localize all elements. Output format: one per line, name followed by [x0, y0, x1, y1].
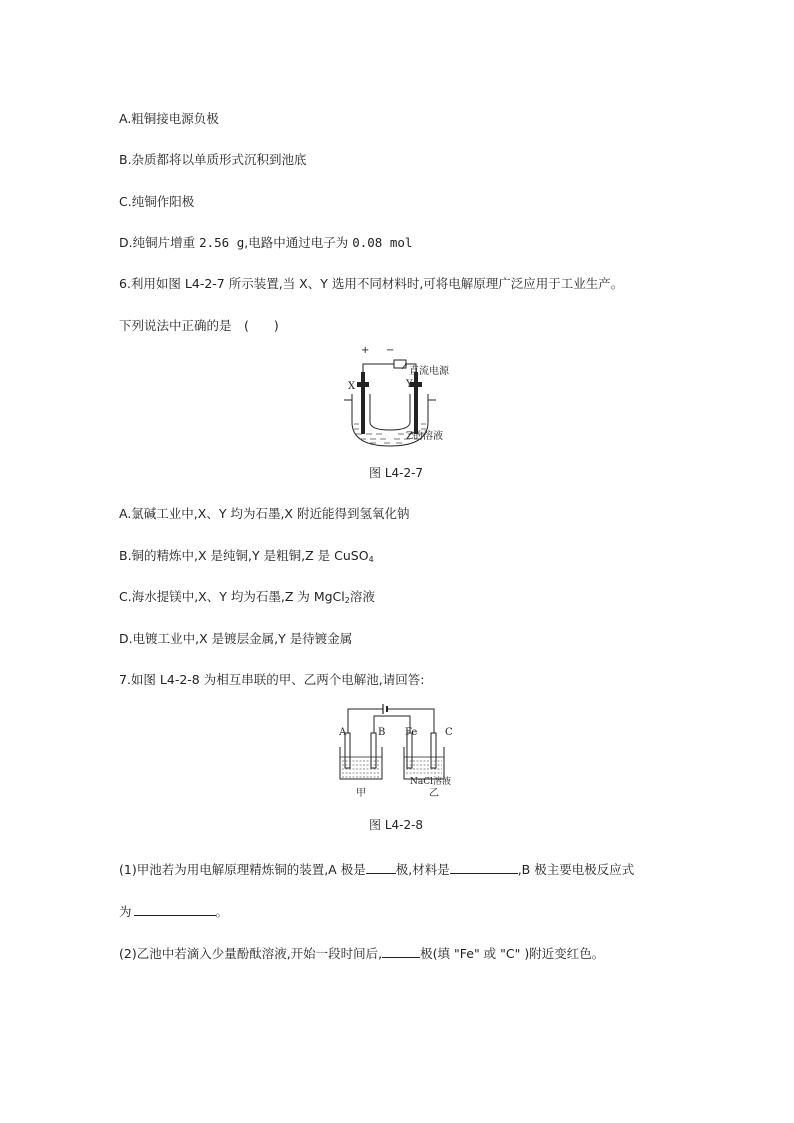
label-c: C	[445, 727, 453, 738]
electrode-y	[414, 372, 418, 434]
q7-part1-line1	[119, 860, 634, 878]
q7-blank-material	[450, 860, 518, 874]
q6-option-b	[119, 548, 374, 568]
label-b: B	[378, 727, 386, 738]
q6-option-a: A.氯碱工业中,X、Y 均为石墨,X 附近能得到氢氧化钠	[119, 506, 410, 521]
electrode-b	[371, 733, 376, 768]
minus-sign: −	[386, 345, 395, 356]
q6-option-c	[119, 589, 375, 609]
label-yi: 乙	[429, 788, 439, 799]
q7-part1-text-a: (1)甲池若为用电解原理精炼铜的装置,A 极是	[119, 862, 366, 877]
q6-option-c-text: C.海水提镁中,X、Y 均为石墨,Z 为 MgCl	[119, 589, 345, 604]
figure-caption-l4-2-7: 图 L4-2-7	[369, 466, 424, 480]
q6-option-b-text: B.铜的精炼中,X 是纯铜,Y 是粗铜,Z 是 CuSO	[119, 548, 369, 563]
q5-option-a: A.粗铜接电源负极	[119, 111, 219, 126]
label-fe: Fe	[405, 727, 418, 738]
q7-part1-text-e: 。	[215, 904, 229, 919]
power-label: 直流电源	[409, 366, 449, 377]
label-x: X	[348, 381, 356, 392]
nacl-label: NaCl溶液	[410, 777, 452, 787]
q7-part2-text-a: (2)乙池中若滴入少量酚酞溶液,开始一段时间后,	[119, 946, 383, 961]
q7-part2	[119, 944, 604, 962]
q7-part1-text-d: 为	[119, 904, 132, 919]
q5-option-d-mid: ,电路中通过电子为	[244, 235, 353, 250]
q7-blank-electrode	[382, 944, 420, 958]
q6-option-d: D.电镀工业中,X 是镀层金属,Y 是待镀金属	[119, 631, 353, 646]
figure-u-tube	[340, 342, 460, 454]
q7-stem: 7.如图 L4-2-8 为相互串联的甲、乙两个电解池,请回答:	[119, 672, 425, 687]
solution-label: Z的溶液	[406, 431, 443, 442]
q7-part1-line2	[119, 902, 228, 920]
q7-part1-text-c: ,B 极主要电极反应式	[517, 862, 635, 877]
q5-option-d-mol: 0.08 mol	[352, 235, 413, 250]
plus-sign: +	[361, 345, 370, 356]
q6-option-b-subscript: 4	[368, 555, 374, 564]
label-y: Y	[406, 379, 413, 390]
q6-stem-line1: 6.利用如图 L4-2-7 所示装置,当 X、Y 选用不同材料时,可将电解原理广泛应用于工业生产。	[119, 276, 624, 291]
q5-option-d-mass: 2.56 g	[199, 235, 245, 250]
q7-blank-equation	[134, 902, 216, 916]
q7-part1-text-b: 极,材料是	[395, 862, 450, 877]
q5-option-b: B.杂质都将以单质形式沉积到池底	[119, 152, 307, 167]
q6-option-c-subscript: 2	[344, 596, 350, 605]
label-jia: 甲	[356, 788, 366, 799]
q5-option-c: C.纯铜作阳极	[119, 194, 195, 209]
q6-stem-line2: 下列说法中正确的是 ( )	[119, 318, 279, 333]
q5-option-d	[119, 235, 412, 251]
electrode-c	[431, 733, 436, 768]
figure-series-cells	[334, 697, 464, 801]
label-a: A	[339, 727, 347, 738]
q5-option-d-prefix: D.纯铜片增重	[119, 235, 200, 250]
q6-option-c-suffix: 溶液	[349, 589, 375, 604]
q7-blank-a-pole	[366, 860, 396, 874]
figure-caption-l4-2-8: 图 L4-2-8	[369, 818, 424, 832]
q7-part2-text-b: 极(填 "Fe" 或 "C" )附近变红色。	[420, 946, 605, 961]
electrode-x	[361, 372, 365, 434]
